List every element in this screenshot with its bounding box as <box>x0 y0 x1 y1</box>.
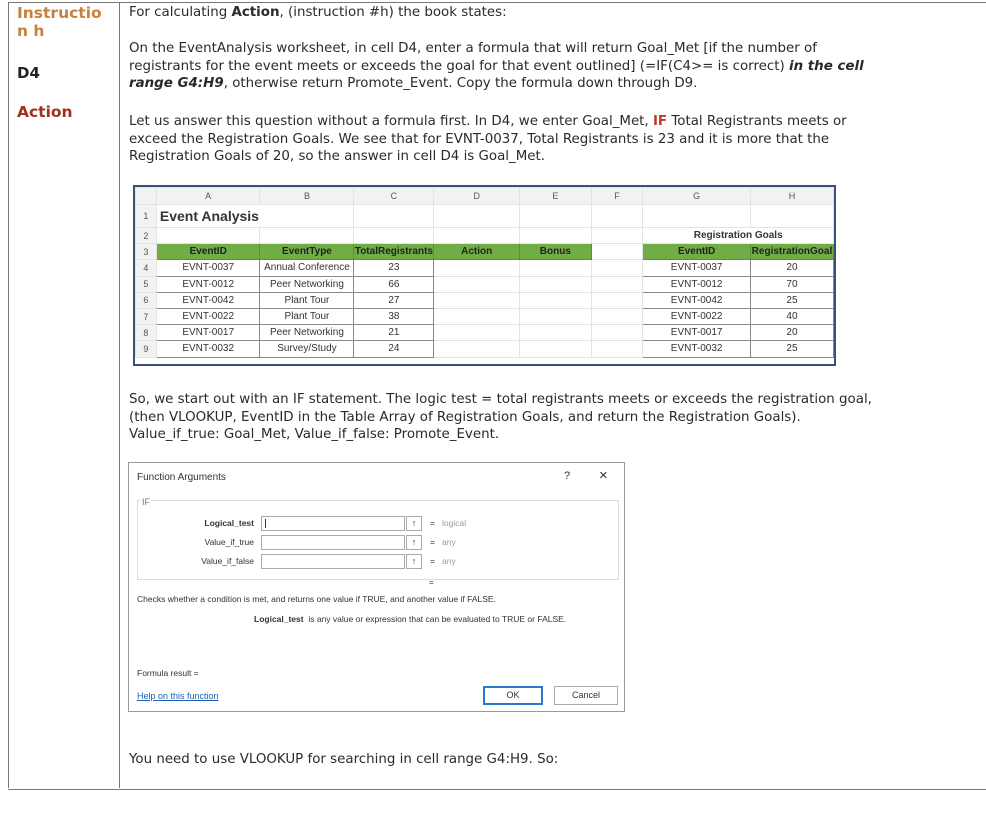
if-line-2: (then VLOOKUP, EventID in the Table Array of Registration Goals, and return the Registration Goals). <box>129 409 801 425</box>
arg-label: Value_if_false <box>201 556 254 566</box>
collapse-dialog-icon[interactable]: ↑ <box>406 535 422 550</box>
book-line-1: On the EventAnalysis worksheet, in cell D4, enter a formula that will return Goal_Met [if the number of <box>129 41 817 56</box>
header-eventtype: EventType <box>260 244 354 260</box>
value-if-true-input[interactable] <box>261 535 405 550</box>
equals-sign: = <box>430 537 435 547</box>
left-column <box>17 4 117 121</box>
if-statement-paragraph <box>129 391 979 444</box>
header-registrationgoal: RegistrationGoal <box>750 244 833 260</box>
cell-goal: 20 <box>750 325 833 341</box>
argument-description <box>254 614 566 624</box>
dialog-title: Function Arguments <box>137 472 226 483</box>
cell-label: D4 <box>17 64 40 82</box>
expl-if-keyword: IF <box>652 114 668 129</box>
row-header: 8 <box>136 325 157 341</box>
cell-goal-eventid: EVNT-0017 <box>643 325 751 341</box>
cell-eventid: EVNT-0012 <box>156 276 260 292</box>
corner-cell <box>136 188 157 205</box>
expl-line-1-end: Total Registrants meets or <box>667 114 847 129</box>
table-row <box>136 341 834 357</box>
explanation-paragraph <box>129 113 969 166</box>
cell-eventid: EVNT-0042 <box>156 292 260 308</box>
sheet-title: Event Analysis <box>156 205 354 228</box>
cell-eventid: EVNT-0022 <box>156 308 260 324</box>
cell-goal: 25 <box>750 341 833 357</box>
cell-total: 21 <box>354 325 434 341</box>
book-line-3-emph: range G4:H9 <box>129 76 224 91</box>
table-row <box>136 260 834 276</box>
row-header: 7 <box>136 308 157 324</box>
col-header: G <box>643 188 751 205</box>
argument-description-label: Logical_test <box>254 614 304 624</box>
sheet-row-1 <box>136 205 834 228</box>
spreadsheet-screenshot <box>133 185 836 366</box>
function-description: Checks whether a condition is met, and returns one value if TRUE, and another value if FALSE. <box>137 594 496 604</box>
cell-goal-eventid: EVNT-0042 <box>643 292 751 308</box>
intro-paragraph <box>129 4 969 22</box>
table-row <box>136 325 834 341</box>
cell-eventtype: Plant Tour <box>260 308 354 324</box>
ok-button[interactable]: OK <box>483 686 543 705</box>
book-line-2-emph: in the cell <box>789 58 864 74</box>
cell-eventtype: Peer Networking <box>260 325 354 341</box>
cell-total: 23 <box>354 260 434 276</box>
book-instruction-paragraph <box>129 40 969 93</box>
arg-label: Value_if_true <box>204 537 254 547</box>
instruction-label: Instructio n h <box>17 4 102 40</box>
header-eventid: EventID <box>156 244 260 260</box>
expl-line-1: Let us answer this question without a formula first. In D4, we enter Goal_Met, <box>129 114 653 129</box>
function-arguments-dialog <box>128 462 625 712</box>
cell-total: 24 <box>354 341 434 357</box>
header-bonus: Bonus <box>520 244 592 260</box>
arg-label: Logical_test <box>204 518 254 528</box>
header-goal-eventid: EventID <box>643 244 751 260</box>
cell-eventid: EVNT-0017 <box>156 325 260 341</box>
arg-row-value-if-true <box>138 535 618 549</box>
logical-test-input[interactable] <box>261 516 405 531</box>
help-icon[interactable]: ? <box>564 470 571 482</box>
column-divider <box>119 2 120 788</box>
cell-goal-eventid: EVNT-0012 <box>643 276 751 292</box>
header-totalregistrants: TotalRegistrants <box>354 244 434 260</box>
close-icon[interactable]: × <box>599 467 608 484</box>
arg-row-logical-test <box>138 516 618 530</box>
arg-result: any <box>442 556 456 566</box>
cell-eventid: EVNT-0037 <box>156 260 260 276</box>
function-name: IF <box>142 497 150 507</box>
intro-prefix: For calculating <box>129 5 232 20</box>
cell-goal: 40 <box>750 308 833 324</box>
cell-goal-eventid: EVNT-0032 <box>643 341 751 357</box>
cell-goal-eventid: EVNT-0037 <box>643 260 751 276</box>
cell-goal: 70 <box>750 276 833 292</box>
argument-description-text: is any value or expression that can be evaluated to TRUE or FALSE. <box>308 614 567 624</box>
cell-eventtype: Plant Tour <box>260 292 354 308</box>
header-action: Action <box>434 244 520 260</box>
expl-line-2: exceed the Registration Goals. We see that for EVNT-0037, Total Registrants is 23 and it is more that the <box>129 131 830 147</box>
cell-goal: 25 <box>750 292 833 308</box>
help-link[interactable]: Help on this function <box>137 691 219 701</box>
row-header: 4 <box>136 260 157 276</box>
spreadsheet-grid <box>135 187 834 358</box>
vlookup-paragraph: You need to use VLOOKUP for searching in cell range G4:H9. So: <box>129 752 559 767</box>
cell-total: 38 <box>354 308 434 324</box>
column-header-row <box>136 188 834 205</box>
sheet-header-row <box>136 244 834 260</box>
cell-eventtype: Survey/Study <box>260 341 354 357</box>
cell-total: 27 <box>354 292 434 308</box>
row-header: 1 <box>136 205 157 228</box>
cell-total: 66 <box>354 276 434 292</box>
cell-goal-eventid: EVNT-0022 <box>643 308 751 324</box>
table-row <box>136 308 834 324</box>
cancel-button[interactable]: Cancel <box>554 686 618 705</box>
book-line-2: registrants for the event meets or exceeds the goal for that event outlined] (=IF(C4>= is correct) <box>129 58 789 74</box>
cell-eventtype: Annual Conference <box>260 260 354 276</box>
equals-sign: = <box>430 556 435 566</box>
row-header: 3 <box>136 244 157 260</box>
col-header: E <box>520 188 592 205</box>
sheet-row-2 <box>136 228 834 244</box>
row-header: 2 <box>136 228 157 244</box>
cell-goal: 20 <box>750 260 833 276</box>
row-header: 5 <box>136 276 157 292</box>
value-if-false-input[interactable] <box>261 554 405 569</box>
row-header: 9 <box>136 341 157 357</box>
arg-row-value-if-false <box>138 554 618 568</box>
col-header: H <box>750 188 833 205</box>
collapse-dialog-icon[interactable]: ↑ <box>406 554 422 569</box>
if-line-1: So, we start out with an IF statement. The logic test = total registrants meets or exceeds the registration goal, <box>129 392 872 407</box>
row-header: 6 <box>136 292 157 308</box>
col-header: A <box>156 188 260 205</box>
frame-left-border <box>8 2 9 788</box>
col-header: F <box>591 188 643 205</box>
action-label: Action <box>17 103 73 121</box>
if-line-3: Value_if_true: Goal_Met, Value_if_false: Promote_Event. <box>129 427 500 442</box>
arg-result: logical <box>442 518 467 528</box>
cell-eventtype: Peer Networking <box>260 276 354 292</box>
arg-result: any <box>442 537 456 547</box>
arguments-group <box>137 500 619 580</box>
equals-sign: = <box>430 518 435 528</box>
result-equals: = <box>429 578 434 587</box>
expl-line-3: Registration Goals of 20, so the answer in cell D4 is Goal_Met. <box>129 149 546 164</box>
col-header: D <box>434 188 520 205</box>
cell-eventid: EVNT-0032 <box>156 341 260 357</box>
formula-result: Formula result = <box>137 668 199 678</box>
table-row <box>136 292 834 308</box>
col-header: B <box>260 188 354 205</box>
registration-goals-title: Registration Goals <box>643 228 834 244</box>
intro-action: Action <box>231 5 280 20</box>
intro-suffix: , (instruction #h) the book states: <box>279 5 507 20</box>
collapse-dialog-icon[interactable]: ↑ <box>406 516 422 531</box>
col-header: C <box>354 188 434 205</box>
book-line-3: , otherwise return Promote_Event. Copy the formula down through D9. <box>223 76 698 91</box>
table-row <box>136 276 834 292</box>
